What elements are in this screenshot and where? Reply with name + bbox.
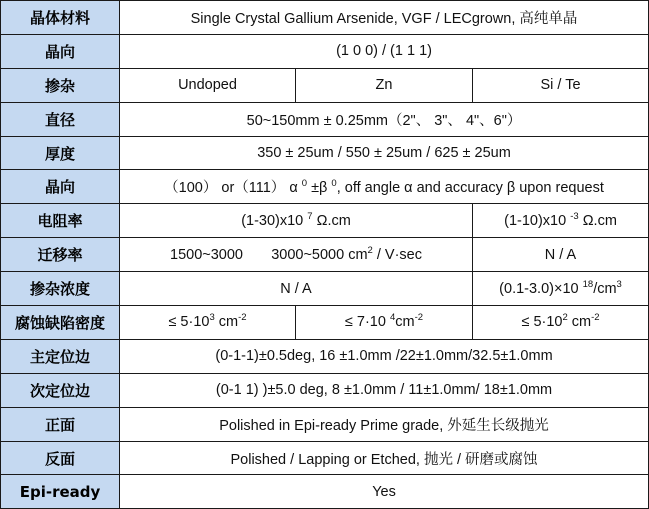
row-primary-flat	[1, 339, 649, 373]
orientation-label: 晶向	[1, 34, 120, 68]
row-orientation-offcut	[1, 170, 649, 204]
diameter-value: 50~150mm ± 0.25mm（2"、 3"、 4"、6"）	[120, 102, 649, 136]
row-concentration	[1, 272, 649, 306]
orientation-offcut-value: （100） or（111） α $^0$ ±β $^0$, off angle α and accuracy β upon request	[120, 170, 649, 204]
material-label: 晶体材料	[1, 1, 120, 35]
row-dopant	[1, 68, 649, 102]
mobility-value-1: 1500~3000 3000~5000 $cm^2 / V\cdot\sec$	[120, 238, 473, 272]
material-value: Single Crystal Gallium Arsenide, VGF / LECgrown, 高纯单晶	[120, 1, 649, 35]
row-orientation	[1, 34, 649, 68]
orientation-offcut-label: 晶向	[1, 170, 120, 204]
dopant-undoped: Undoped	[120, 68, 296, 102]
row-diameter	[1, 102, 649, 136]
etch-pit-label: 腐蚀缺陷密度	[1, 306, 120, 340]
resistivity-value-1: (1-30)x10 $^7$ Ω.cm	[120, 204, 473, 238]
mobility-label: 迁移率	[1, 238, 120, 272]
back-surface-value: Polished / Lapping or Etched, 抛光 / 研磨或腐蚀	[120, 441, 649, 475]
dopant-label: 掺杂	[1, 68, 120, 102]
etch-pit-value-2: ≤ 7·10 $^4cm^{-2}$	[296, 306, 473, 340]
mobility-value-2: N / A	[473, 238, 649, 272]
front-surface-label: 正面	[1, 407, 120, 441]
row-resistivity	[1, 204, 649, 238]
secondary-flat-value: (0-1 1) )±5.0 deg, 8 ±1.0mm / 11±1.0mm/ 18±1.0mm	[120, 373, 649, 407]
dopant-si-te: Si / Te	[473, 68, 649, 102]
dopant-zn: Zn	[296, 68, 473, 102]
back-surface-label: 反面	[1, 441, 120, 475]
concentration-value-1: N / A	[120, 272, 473, 306]
row-thickness	[1, 136, 649, 170]
row-back-surface	[1, 441, 649, 475]
row-secondary-flat	[1, 373, 649, 407]
primary-flat-value: (0-1-1)±0.5deg, 16 ±1.0mm /22±1.0mm/32.5±1.0mm	[120, 339, 649, 373]
secondary-flat-label: 次定位边	[1, 373, 120, 407]
row-epi-ready	[1, 475, 649, 509]
concentration-label: 掺杂浓度	[1, 272, 120, 306]
thickness-value: 350 ± 25um / 550 ± 25um / 625 ± 25um	[120, 136, 649, 170]
etch-pit-value-3: ≤ $5\cdot 10^2$ $cm^{-2}$	[473, 306, 649, 340]
orientation-value: (1 0 0) / (1 1 1)	[120, 34, 649, 68]
thickness-label: 厚度	[1, 136, 120, 170]
row-mobility	[1, 238, 649, 272]
concentration-value-2: (0.1-3.0)×10 $^{18}/cm^3$	[473, 272, 649, 306]
front-surface-value: Polished in Epi-ready Prime grade, 外延生长级抛光	[120, 407, 649, 441]
row-etch-pit-density	[1, 306, 649, 340]
diameter-label: 直径	[1, 102, 120, 136]
resistivity-value-2: (1-10)x10 $^{-3}$ Ω.cm	[473, 204, 649, 238]
epi-ready-label: Epi-ready	[1, 475, 120, 509]
row-front-surface	[1, 407, 649, 441]
primary-flat-label: 主定位边	[1, 339, 120, 373]
row-material	[1, 1, 649, 35]
etch-pit-value-1: ≤ $5\cdot 10^3$ $cm^{-2}$	[120, 306, 296, 340]
epi-ready-value: Yes	[120, 475, 649, 509]
resistivity-label: 电阻率	[1, 204, 120, 238]
